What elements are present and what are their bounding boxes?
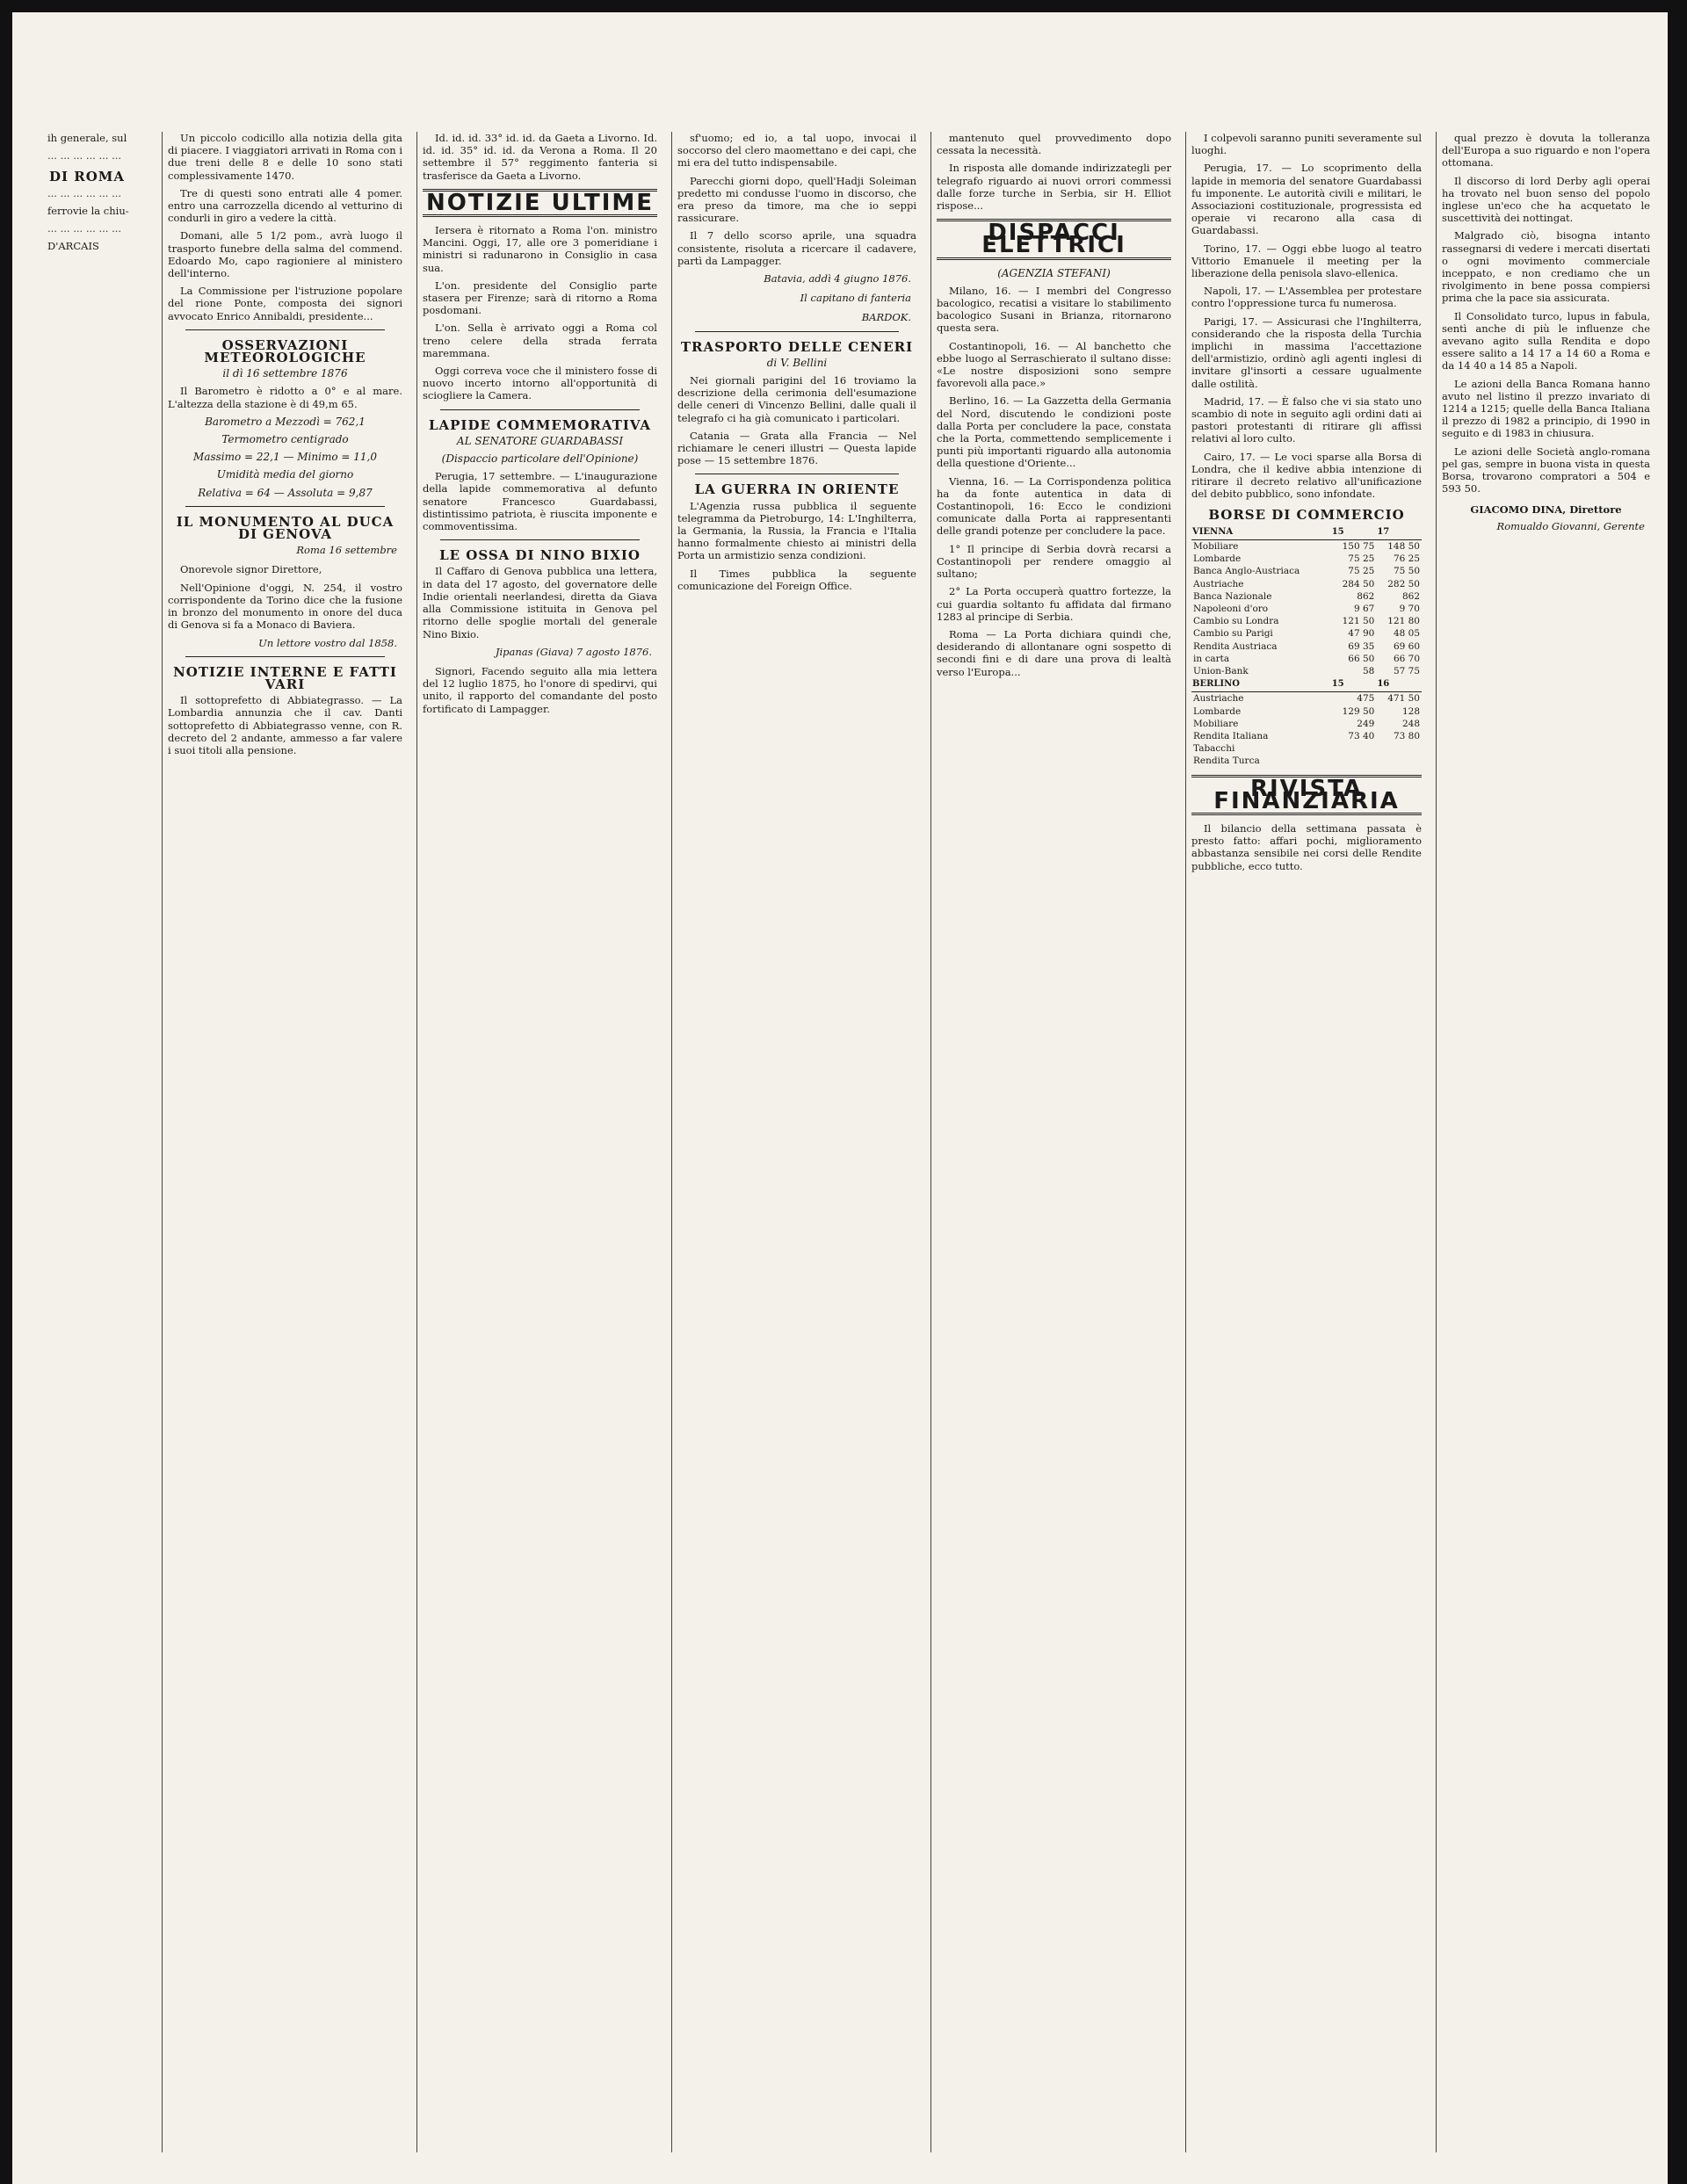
dispatch: Napoli, 17. — L'Assemblea per protestare contro l'oppressione turca fu numerosa. xyxy=(1191,285,1422,310)
manager-line: Romualdo Giovanni, Gerente xyxy=(1496,519,1645,532)
market-vienna: VIENNA xyxy=(1191,525,1331,540)
meteo-minmax: Massimo = 22,1 — Minimo = 11,0 xyxy=(193,451,377,464)
lapide-source: (Dispaccio particolare dell'Opinione) xyxy=(441,452,639,466)
stock-value: 282 50 xyxy=(1387,578,1420,589)
column-4 xyxy=(930,132,1177,2152)
letter-place: Batavia, addì 4 giugno 1876. xyxy=(764,272,911,286)
article-paragraph: In risposta alle domande indirizzategli per telegrafo riguardo ai nuovi orrori commessi dalle forze turche in Serbia, sir H. Elliot rispose... xyxy=(937,162,1171,213)
stock-value: 47 90 xyxy=(1348,628,1375,640)
stock-name: Austriache xyxy=(1193,693,1244,705)
stock-value: 48 05 xyxy=(1393,628,1420,640)
stock-value: 249 xyxy=(1357,718,1375,729)
dispatch: Parigi, 17. — Assicurasi che l'Inghilterra, considerando che la risposta della Turchia implichi in massima l'accettazione dell'armistizio, ordinò agli agenti inglesi di invitare gl'insorti a cessare ugualmente dalle ostilità. xyxy=(1191,315,1422,390)
stock-name: Lombarde xyxy=(1193,705,1242,717)
monument-date: Roma 16 settembre xyxy=(296,544,397,557)
stock-value: 69 35 xyxy=(1348,640,1375,652)
lapide-subheading: AL SENATORE GUARDABASSI xyxy=(456,434,624,447)
scan-left-edge xyxy=(0,0,12,2184)
stock-name: Rendita Italiana xyxy=(1193,730,1269,741)
article-paragraph: qual prezzo è dovuta la tolleranza dell'Europa a suo riguardo e non l'opera ottomana. xyxy=(1442,132,1650,170)
dispatch: 1° Il principe di Serbia dovrà recarsi a Costantinopoli per rendere omaggio al sultano; xyxy=(937,542,1171,581)
article-paragraph: Il discorso di lord Derby agli operai ha trovato nel buon senso del popolo inglese un'eco che ha acquetato le suscettività dei nottingat. xyxy=(1442,174,1650,225)
dispatch: Berlino, 16. — La Gazzetta della Germania del Nord, discutendo le condizioni poste dalla Porta per concludere la pace, constata che la Porta, commettendo semplicemente i punti più importanti riguardo alla autonomia della questione d'Oriente... xyxy=(937,394,1171,470)
stock-row xyxy=(1191,718,1422,730)
stock-row xyxy=(1191,692,1422,705)
article-paragraph: L'on. Sella è arrivato oggi a Roma col treno celere della strada ferrata maremmana. xyxy=(423,322,657,359)
column-3 xyxy=(671,132,922,2152)
article-paragraph: I colpevoli saranno puniti severamente sul luoghi. xyxy=(1191,132,1422,157)
col-header-1: 15 xyxy=(1331,677,1377,692)
monument-salute: Onorevole signor Direttore, xyxy=(180,563,322,576)
meteo-paragraph: Il Barometro è ridotto a 0° e al mare. L'altezza della stazione è di 49,m 65. xyxy=(168,385,402,410)
stock-name: in carta xyxy=(1193,653,1230,664)
notizie-ultime-heading: NOTIZIE ULTIME xyxy=(423,189,657,217)
column-1 xyxy=(162,132,408,2152)
divider xyxy=(185,329,385,330)
stock-value: 75 25 xyxy=(1348,566,1375,577)
stock-row xyxy=(1191,615,1422,627)
col-header-1: 15 xyxy=(1331,525,1377,540)
stock-row xyxy=(1191,742,1422,755)
stock-name: Mobiliare xyxy=(1193,540,1239,552)
stock-name: Tabacchi xyxy=(1193,743,1235,755)
newspaper-page xyxy=(30,132,1655,2152)
divider xyxy=(440,539,640,540)
stock-name: Lombarde xyxy=(1193,553,1242,565)
stock-value: 128 xyxy=(1401,705,1420,717)
article-paragraph: sf'uomo; ed io, a tal uopo, invocai il soccorso del clero maomettano e dei capi, che mi era del tutto indispensabile. xyxy=(677,132,916,170)
col0-heading: DI ROMA xyxy=(48,169,126,185)
divider xyxy=(185,656,385,657)
column-0: ih generale, sul ... ... ... ... ... ... DI ROMA ... ... ... ... ... ... ferrovie la chiu- ... ... ... ... ... ... D'ARCAIS xyxy=(30,132,144,2152)
dispacci-agency: (AGENZIA STEFANI) xyxy=(997,266,1111,279)
divider xyxy=(440,409,640,410)
column-6 xyxy=(1436,132,1655,2152)
article-paragraph: Il Consolidato turco, lupus in fabula, sentì anche di più le influenze che avevano agito sulla Rendita e dopo essere salito a 14 17 a 14 60 a Roma e da 14 40 a 14 85 a Napoli. xyxy=(1442,309,1650,372)
article-paragraph: Le azioni delle Società anglo-romana pel gas, sempre in buona vista in questa Borsa, trovarono compratori a 504 e 593 50. xyxy=(1442,445,1650,495)
stock-row xyxy=(1191,627,1422,640)
stock-value: 471 50 xyxy=(1387,693,1420,705)
article-paragraph: L'on. presidente del Consiglio parte stasera per Firenze; sarà di ritorno a Roma posdomani. xyxy=(423,278,657,317)
stock-value: 73 80 xyxy=(1393,730,1420,741)
article-paragraph: Tre di questi sono entrati alle 4 pomer. entro una carrozzella dicendo al vetturino di condurli in giro a vedere la città. xyxy=(168,186,402,225)
col0-fragment-3: D'ARCAIS xyxy=(47,240,99,253)
stock-row xyxy=(1191,603,1422,615)
stock-row xyxy=(1191,565,1422,577)
dispatch: Vienna, 16. — La Corrispondenza politica ha da fonte autentica in data di Costantinopoli, 16: Ecco le condizioni comunicate dalla Porta ai rappresentanti delle grandi potenze per concludere la pace. xyxy=(937,474,1171,538)
stock-value: 9 70 xyxy=(1399,603,1420,614)
guerra-paragraph: L'Agenzia russa pubblica il seguente telegramma da Pietroburgo, 14: L'Inghilterra, la Germania, la Russia, la Francia e l'Italia hanno formalmente chiesto ai ministri della Porta un armistizio senza condizioni. xyxy=(677,499,916,562)
stock-value: 150 75 xyxy=(1342,540,1375,552)
stock-table xyxy=(1191,525,1422,768)
stock-name: Banca Anglo-Austriaca xyxy=(1193,566,1300,577)
stock-value: 284 50 xyxy=(1342,578,1375,589)
scan-right-edge xyxy=(1668,0,1687,2184)
stock-value: 9 67 xyxy=(1353,603,1375,614)
meteo-thermometer: Termometro centigrado xyxy=(221,433,349,446)
stock-name: Union-Bank xyxy=(1193,665,1249,676)
article-paragraph: La Commissione per l'istruzione popolare del rione Ponte, composta dei signori avvocato Enrico Annibaldi, presidente... xyxy=(168,285,402,322)
column-5 xyxy=(1185,132,1427,2152)
stock-name: Rendita Austriaca xyxy=(1193,640,1278,652)
dispatch: Torino, 17. — Oggi ebbe luogo al teatro Vittorio Emanuele il meeting per la liberazione della penisola slavo-ellenica. xyxy=(1191,242,1422,280)
stock-row xyxy=(1191,640,1422,653)
stock-row xyxy=(1191,578,1422,590)
stock-value: 121 80 xyxy=(1387,616,1420,627)
stock-value: 73 40 xyxy=(1348,730,1375,741)
article-paragraph: Le azioni della Banca Romana hanno avuto nel listino il prezzo invariato di 1214 a 1215; quelle della Banca Italiana il prezzo di 1982 a principio, di 1990 in seguito e di 1983 in chiusura. xyxy=(1442,377,1650,440)
trasporto-heading: TRASPORTO DELLE CENERI xyxy=(680,338,914,355)
stock-row xyxy=(1191,730,1422,742)
meteo-humidity: Umidità media del giorno xyxy=(216,468,354,481)
col0-fragment-1: ih generale, sul xyxy=(47,132,127,144)
monument-heading: IL MONUMENTO AL DUCA DI GENOVA xyxy=(176,513,395,543)
stock-row xyxy=(1191,590,1422,603)
article-paragraph: Domani, alle 5 1/2 pom., avrà luogo il trasporto funebre della salma del commend. Edoardo Mo, capo ragioniere al ministero dell'interno. xyxy=(168,229,402,280)
notizie-interne-heading: NOTIZIE INTERNE E FATTI VARI xyxy=(173,663,397,692)
stock-value: 75 50 xyxy=(1393,566,1420,577)
stock-value: 862 xyxy=(1401,590,1420,602)
col-header-2: 16 xyxy=(1376,677,1422,692)
dispatch: 2° La Porta occuperà quattro fortezze, la cui guardia soltanto fu affidata dal firmano 1283 al principe di Serbia. xyxy=(937,585,1171,623)
stock-row xyxy=(1191,539,1422,553)
article-paragraph: mantenuto quel provvedimento dopo cessata la necessità. xyxy=(937,132,1171,157)
monument-signature: Un lettore vostro dal 1858. xyxy=(258,636,397,649)
trasporto-paragraph: Nei giornali parigini del 16 troviamo la descrizione della cerimonia dell'esumazione delle ceneri di Vincenzo Bellini, dalle quali il telegrafo ci ha già comunicato i particolari. xyxy=(677,374,916,424)
stock-row xyxy=(1191,705,1422,718)
dispacci-heading: DISPACCI ELETTRICI xyxy=(937,219,1171,259)
stock-value: 475 xyxy=(1357,693,1375,705)
stock-value: 248 xyxy=(1401,718,1420,729)
stock-value: 57 75 xyxy=(1393,665,1420,676)
stock-name: Banca Nazionale xyxy=(1193,590,1272,602)
stock-value: 129 50 xyxy=(1342,705,1375,717)
trasporto-paragraph-2: Catania — Grata alla Francia — Nel richiamare le ceneri illustri — Questa lapide pose — 15 settembre 1876. xyxy=(677,429,916,467)
scan-top-edge xyxy=(0,0,1687,12)
article-paragraph: Il 7 dello scorso aprile, una squadra consistente, risoluta a ricercare il cadavere, partì da Lampagger. xyxy=(677,229,916,267)
stock-name: Cambio su Londra xyxy=(1193,616,1279,627)
lapide-heading: LAPIDE COMMEMORATIVA xyxy=(428,416,652,433)
stock-name: Mobiliare xyxy=(1193,718,1239,729)
borse-heading: BORSE DI COMMERCIO xyxy=(1208,507,1405,524)
col-header-2: 17 xyxy=(1376,525,1422,540)
stock-value xyxy=(1376,755,1422,767)
editor-line: GIACOMO DINA, Direttore xyxy=(1470,503,1622,517)
stock-value: 121 50 xyxy=(1342,616,1375,627)
article-paragraph: Un piccolo codicillo alla notizia della gita di piacere. I viaggiatori arrivati in Roma con i due treni delle 8 e delle 10 sono stati complessivamente 1470. xyxy=(168,132,402,182)
stock-name: Austriache xyxy=(1193,578,1244,589)
stock-row xyxy=(1191,755,1422,767)
stock-value: 75 25 xyxy=(1348,553,1375,565)
stock-name: Napoleoni d'oro xyxy=(1193,603,1269,614)
stock-row xyxy=(1191,665,1422,677)
stock-value: 862 xyxy=(1357,590,1375,602)
stock-value: 66 50 xyxy=(1348,653,1375,664)
notizie-paragraph: Il sottoprefetto di Abbiategrasso. — La Lombardia annunzia che il cav. Danti sottoprefetto di Abbiategrasso venne, con R. decreto del 2 andante, ammesso a far valere i suoi titoli alla pensione. xyxy=(168,694,402,756)
stock-value: 76 25 xyxy=(1393,553,1420,565)
meteo-relative: Relativa = 64 — Assoluta = 9,87 xyxy=(198,486,373,499)
letter-signature: BARDOK. xyxy=(861,311,911,324)
dispatch: Perugia, 17. — Lo scoprimento della lapide in memoria del senatore Guardabassi fu imponente. Le autorità civili e militari, le Associazioni costituzionale, progressista ed operaie vi recarono alla casa di Guardabassi. xyxy=(1191,162,1422,237)
divider xyxy=(695,331,899,332)
bixio-paragraph-2: Signori, Facendo seguito alla mia lettera del 12 luglio 1875, ho l'onore di spedirvi, qui unito, il rapporto del comandante del posto fortificato di Lampagger. xyxy=(423,664,657,715)
stock-value xyxy=(1376,742,1422,755)
stock-value xyxy=(1331,755,1377,767)
market-berlino: BERLINO xyxy=(1191,677,1331,692)
dispatch: Costantinopoli, 16. — Al banchetto che ebbe luogo al Serraschierato il sultano disse: «Le nostre disposizioni sono sempre favorevoli alla pace.» xyxy=(937,339,1171,390)
stock-name: Cambio su Parigi xyxy=(1193,628,1273,640)
lapide-paragraph: Perugia, 17 settembre. — L'inaugurazione della lapide commemorativa al defunto senatore Francesco Guardabassi, distintissimo patriota, è riuscita imponente e commoventissima. xyxy=(423,470,657,533)
dispatch: Milano, 16. — I membri del Congresso bacologico, recatisi a visitare lo stabilimento bacologico Susani in Brianza, ritornarono questa sera. xyxy=(937,284,1171,335)
rivista-heading: RIVISTA FINANZIARIA xyxy=(1191,775,1422,815)
letter-role: Il capitano di fanteria xyxy=(800,292,911,305)
article-paragraph: Iersera è ritornato a Roma l'on. ministro Mancini. Oggi, 17, alle ore 3 pomeridiane i ministri si radunarono in Consiglio in casa sua. xyxy=(423,224,657,274)
dispatch: Roma — La Porta dichiara quindi che, desiderando di allontanare ogni sospetto di secondi fini e di dare una prova di lealtà verso l'Europa... xyxy=(937,627,1171,678)
stock-value: 58 xyxy=(1362,665,1375,676)
stock-value: 66 70 xyxy=(1393,653,1420,664)
rivista-paragraph: Il bilancio della settimana passata è presto fatto: affari pochi, miglioramento abbastanza sensibile nei corsi delle Rendite pubbliche, ecco tutto. xyxy=(1191,821,1422,872)
guerra-paragraph-2: Il Times pubblica la seguente comunicazione del Foreign Office. xyxy=(677,567,916,592)
stock-row xyxy=(1191,653,1422,665)
article-paragraph: Oggi correva voce che il ministero fosse di nuovo incerto intorno all'opportunità di sciogliere la Camera. xyxy=(423,365,657,402)
stock-row xyxy=(1191,553,1422,565)
article-paragraph: Malgrado ciò, bisogna intanto rassegnarsi di vedere i mercati disertati o ogni movimento commerciale inceppato, e non crediamo che un rivolgimento in bene possa compiersi prima che la pace sia assicurata. xyxy=(1442,229,1650,305)
bixio-paragraph: Il Caffaro di Genova pubblica una lettera, in data del 17 agosto, del governatore delle Indie orientali neerlandesi, diretta da Giava alla Commissione istituita in Genova pel ritorno delle spoglie mortali del generale Nino Bixio. xyxy=(423,565,657,640)
stock-value: 69 60 xyxy=(1393,640,1420,652)
article-paragraph: Parecchi giorni dopo, quell'Hadji Soleiman predetto mi condusse l'uomo in discorso, che era preso da timore, ma che io seppi rassicurare. xyxy=(677,174,916,225)
dispatch: Cairo, 17. — Le voci sparse alla Borsa di Londra, che il kedive abbia intenzione di ritirare il decreto relativo all'unificazione del debito pubblico, sono infondate. xyxy=(1191,450,1422,501)
stock-name: Rendita Turca xyxy=(1193,756,1260,767)
stock-value xyxy=(1331,742,1377,755)
stock-value: 148 50 xyxy=(1387,540,1420,552)
monument-paragraph: Nell'Opinione d'oggi, N. 254, il vostro corrispondente da Torino dice che la fusione in bronzo del monumento in onore del duca di Genova si fa a Monaco di Baviera. xyxy=(168,581,402,632)
col0-fragment-2: ferrovie la chiu- xyxy=(47,204,129,217)
meteo-heading: OSSERVAZIONI METEOROLOGICHE xyxy=(204,336,366,366)
meteo-date: il dì 16 settembre 1876 xyxy=(222,367,348,380)
trasporto-subheading: di V. Bellini xyxy=(766,356,828,369)
dispatch: Madrid, 17. — È falso che vi sia stato uno scambio di note in seguito agli ordini dati ai pastori protestanti di ritirare gli affissi relativi al loro culto. xyxy=(1191,394,1422,445)
guerra-heading: LA GUERRA IN ORIENTE xyxy=(694,481,900,498)
column-2 xyxy=(416,132,662,2152)
article-paragraph: Id. id. id. 33° id. id. da Gaeta a Livorno. Id. id. id. 35° id. id. da Verona a Roma. Il 20 settembre il 57° reggimento fanteria si trasferisce da Gaeta a Livorno. xyxy=(423,132,657,182)
bixio-place: Jipanas (Giava) 7 agosto 1876. xyxy=(495,645,652,658)
divider xyxy=(185,506,385,507)
meteo-barometer: Barometro a Mezzodì = 762,1 xyxy=(205,415,366,428)
bixio-heading: LE OSSA DI NINO BIXIO xyxy=(439,547,641,564)
